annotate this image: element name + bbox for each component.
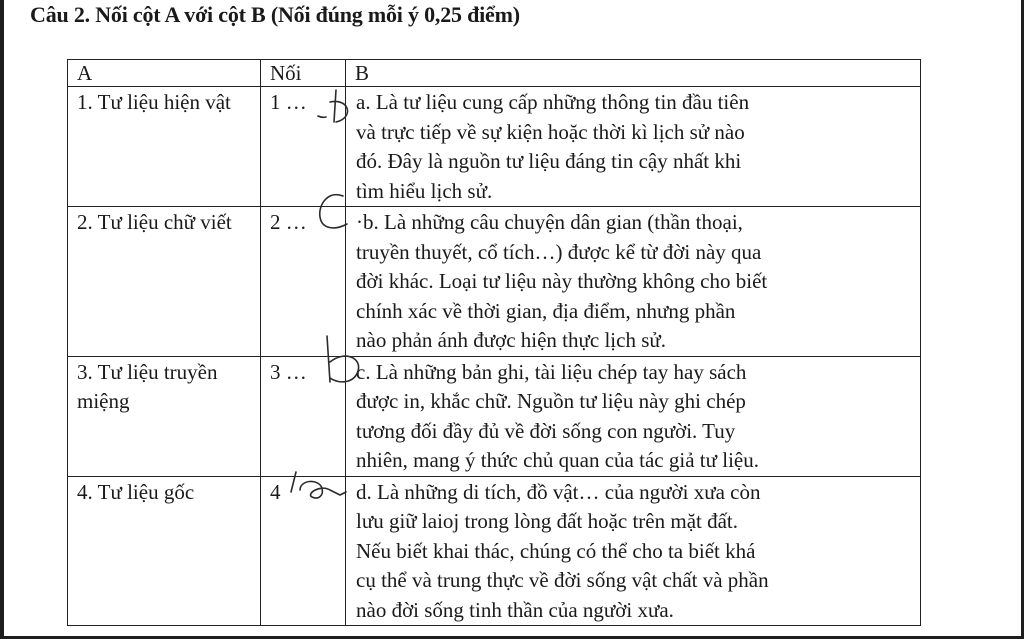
- header-column-b: B: [346, 60, 921, 87]
- question-heading: Câu 2. Nối cột A với cột B (Nối đúng mỗi ý 0,25 điểm): [30, 2, 520, 27]
- table-row: [68, 87, 921, 207]
- cell-column-b: ·b. Là những câu chuyện dân gian (thần thoại, truyền thuyết, cổ tích…) được kể từ đời này qua đời khác. Loại tư liệu này thường không cho biết chính xác về thời gian, địa điểm, nhưng phần nào phản ánh được hiện thực lịch sử.: [346, 207, 921, 357]
- cell-column-b: d. Là những di tích, đồ vật… của người xưa còn lưu giữ laioj trong lòng đất hoặc trên mặt đất. Nếu biết khai thác, chúng có thể cho ta biết khá cụ thể và trung thực về đời sống vật chất và phần nào đời sống tinh thần của người xưa.: [346, 476, 921, 626]
- cell-column-a: 4. Tư liệu gốc: [68, 476, 261, 626]
- matching-table: [67, 59, 921, 626]
- cell-column-a: 2. Tư liệu chữ viết: [68, 207, 261, 357]
- cell-noi-answer: 1 …: [261, 87, 346, 207]
- table-row: [68, 207, 921, 357]
- cell-noi-answer: 2 …: [261, 207, 346, 357]
- header-column-noi: Nối: [261, 60, 346, 87]
- cell-column-a: 3. Tư liệu truyền miệng: [68, 356, 261, 476]
- cell-noi-answer: 3 …: [261, 356, 346, 476]
- header-column-a: A: [68, 60, 261, 87]
- table-row: [68, 356, 921, 476]
- cell-noi-answer: 4: [261, 476, 346, 626]
- table-row: [68, 476, 921, 626]
- table-header-row: [68, 60, 921, 87]
- cell-column-a: 1. Tư liệu hiện vật: [68, 87, 261, 207]
- cell-column-b: a. Là tư liệu cung cấp những thông tin đầu tiên và trực tiếp về sự kiện hoặc thời kì lịch sử nào đó. Đây là nguồn tư liệu đáng tin cậy nhất khi tìm hiểu lịch sử.: [346, 87, 921, 207]
- cell-column-b: c. Là những bản ghi, tài liệu chép tay hay sách được in, khắc chữ. Nguồn tư liệu này ghi chép tương đối đầy đủ về đời sống con người. Tuy nhiên, mang ý thức chủ quan của tác giả tư liệu.: [346, 356, 921, 476]
- screen-frame-left: [0, 0, 4, 639]
